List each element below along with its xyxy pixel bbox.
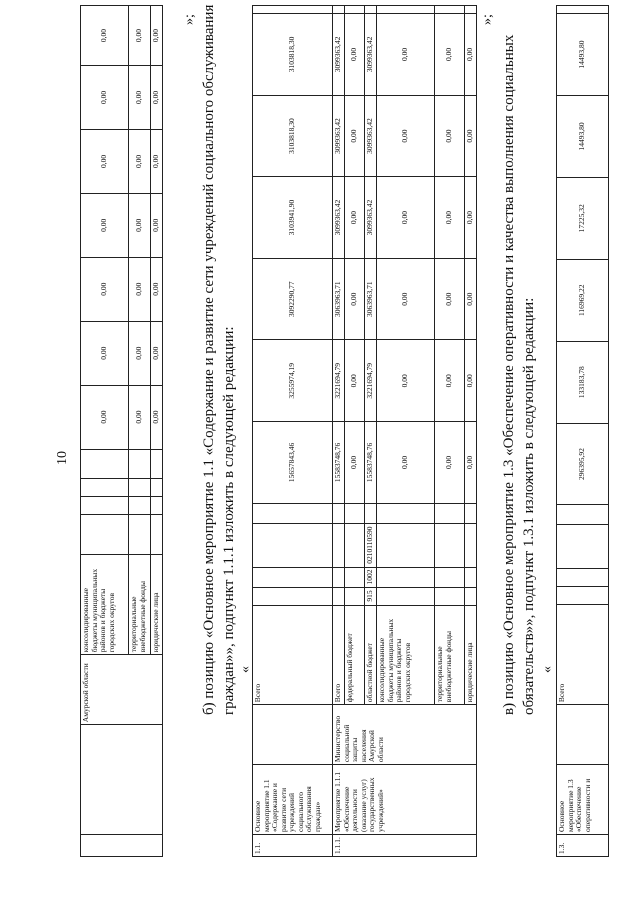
value-cell: 0,00 (151, 65, 163, 129)
paragraph-b-line2: граждан»», подпункт 1.1.1 изложить в следующей редакции: (221, 326, 237, 715)
value-cell: 296395,92 (557, 423, 609, 505)
top-table (80, 5, 163, 857)
value-cell: 0,00 (81, 65, 129, 129)
value-cell: 0,00 (345, 340, 365, 422)
value-cell: 14493,80 (557, 96, 609, 178)
row-label: Всего (253, 605, 333, 705)
closing-quote: »; (480, 14, 495, 25)
code-cell: 915 (365, 587, 377, 605)
open-quote: « (238, 666, 253, 673)
row-name: Мероприятие 1.1.1 «Обеспечение деятельности (оказание услуг) государственных учреждений» (333, 765, 477, 835)
value-cell: 0,00 (377, 177, 435, 259)
row-label: территориальные внебюджетные фонды (129, 555, 151, 655)
value-cell: 0,00 (465, 422, 477, 504)
row-label: областной бюджет (365, 605, 377, 705)
value-cell: 3221694,79 (365, 340, 377, 422)
value-cell: 3255974,19 (253, 340, 333, 422)
value-cell: 116969,22 (557, 259, 609, 341)
value-cell: 0,00 (151, 385, 163, 449)
value-cell: 0,00 (129, 257, 151, 321)
row-label: юридические лица (151, 555, 163, 655)
row-label: федеральный бюджет (345, 605, 365, 705)
value-cell: 0,00 (377, 422, 435, 504)
value-cell: 0,00 (435, 422, 465, 504)
org-cell: Министерство социальной защиты населения Амурской области (333, 705, 477, 765)
value-cell: 14493,80 (557, 14, 609, 96)
value-cell: 0,00 (151, 129, 163, 193)
table-row (81, 6, 129, 857)
row-label: Всего (557, 605, 609, 705)
value-cell: 15657843,46 (253, 422, 333, 504)
value-cell: 0,00 (435, 177, 465, 259)
value-cell: 0,00 (81, 129, 129, 193)
open-quote: « (540, 666, 555, 673)
value-cell: 3103818,30 (253, 95, 333, 177)
paragraph-b-line1: б) позицию «Основное мероприятие 1.1 «Содержание и развитие сети учреждений социального обслуживания (201, 4, 217, 715)
value-cell: 0,00 (151, 321, 163, 385)
value-cell: 0,00 (345, 258, 365, 340)
closing-quote: »; (182, 14, 197, 25)
row-number: 1.1. (253, 835, 333, 857)
value-cell: 0,00 (435, 340, 465, 422)
row-name: Основное мероприятие 1.3 «Обеспечение оперативности и (557, 765, 609, 835)
value-cell: 15583748,76 (365, 422, 377, 504)
value-cell: 0,00 (435, 95, 465, 177)
value-cell: 3099363,42 (365, 177, 377, 259)
value-cell: 0,00 (129, 385, 151, 449)
value-cell: 0,00 (81, 321, 129, 385)
paragraph-v-line1: в) позицию «Основное мероприятие 1.3 «Обеспечение оперативности и качества выполнения социальных (501, 34, 517, 715)
value-cell: 3099363,42 (365, 95, 377, 177)
row-name: Основное мероприятие 1.1 «Содержание и развитие сети учреждений социального обслуживания граждан» (253, 765, 333, 835)
value-cell: 0,00 (435, 14, 465, 96)
code-cell: 1002 (365, 567, 377, 587)
value-cell: 0,00 (345, 95, 365, 177)
value-cell: 0,00 (435, 258, 465, 340)
value-cell: 0,00 (377, 340, 435, 422)
value-cell: 0,00 (129, 193, 151, 257)
value-cell: 3103941,90 (253, 177, 333, 259)
value-cell: 3092290,77 (253, 258, 333, 340)
value-cell: 0,00 (377, 258, 435, 340)
value-cell: 3099363,42 (365, 14, 377, 96)
value-cell: 0,00 (345, 422, 365, 504)
value-cell: 0,00 (465, 95, 477, 177)
value-cell: 0,00 (345, 177, 365, 259)
value-cell: 0,00 (465, 258, 477, 340)
value-cell: 0,00 (81, 257, 129, 321)
org-cell: Амурской области (81, 655, 163, 725)
row-label: консолидированные бюджеты муниципальных районов и бюджеты городских округов (81, 555, 129, 655)
value-cell: 3099363,42 (333, 177, 345, 259)
value-cell: 3063963,71 (365, 258, 377, 340)
value-cell: 3099363,42 (333, 95, 345, 177)
value-cell: 0,00 (129, 65, 151, 129)
value-cell: 3103818,30 (253, 14, 333, 96)
row-number: 1.3. (557, 835, 609, 857)
value-cell: 0,00 (129, 6, 151, 66)
page-number: 10 (55, 451, 70, 465)
value-cell: 0,00 (151, 193, 163, 257)
code-cell: 0210110590 (365, 523, 377, 567)
value-cell: 0,00 (345, 14, 365, 96)
value-cell: 0,00 (81, 385, 129, 449)
value-cell: 133183,78 (557, 341, 609, 423)
row-number: 1.1.1. (333, 835, 477, 857)
value-cell: 3099363,42 (333, 14, 345, 96)
row-label: территориальные внебюджетные фонды (435, 605, 465, 705)
table-row (333, 6, 345, 857)
value-cell: 0,00 (151, 6, 163, 66)
value-cell: 3221694,79 (333, 340, 345, 422)
row-label: Всего (333, 605, 345, 705)
row-label: консолидированные бюджеты муниципальных районов и бюджеты городских округов (377, 605, 435, 705)
row-label: юридические лица (465, 605, 477, 705)
value-cell: 0,00 (151, 257, 163, 321)
value-cell: 0,00 (81, 193, 129, 257)
value-cell: 0,00 (465, 177, 477, 259)
value-cell: 0,00 (81, 6, 129, 66)
value-cell: 15583748,76 (333, 422, 345, 504)
table-b (252, 5, 477, 857)
value-cell: 3063963,71 (333, 258, 345, 340)
value-cell: 0,00 (465, 340, 477, 422)
table-row (253, 6, 333, 857)
value-cell: 0,00 (465, 14, 477, 96)
value-cell: 0,00 (129, 321, 151, 385)
value-cell: 0,00 (377, 14, 435, 96)
value-cell: 0,00 (129, 129, 151, 193)
table-v (556, 5, 609, 857)
table-row (557, 6, 609, 857)
paragraph-v-line2: обязательств»», подпункт 1.3.1 изложить в следующей редакции: (521, 297, 537, 715)
value-cell: 17225,32 (557, 177, 609, 259)
value-cell: 0,00 (377, 95, 435, 177)
